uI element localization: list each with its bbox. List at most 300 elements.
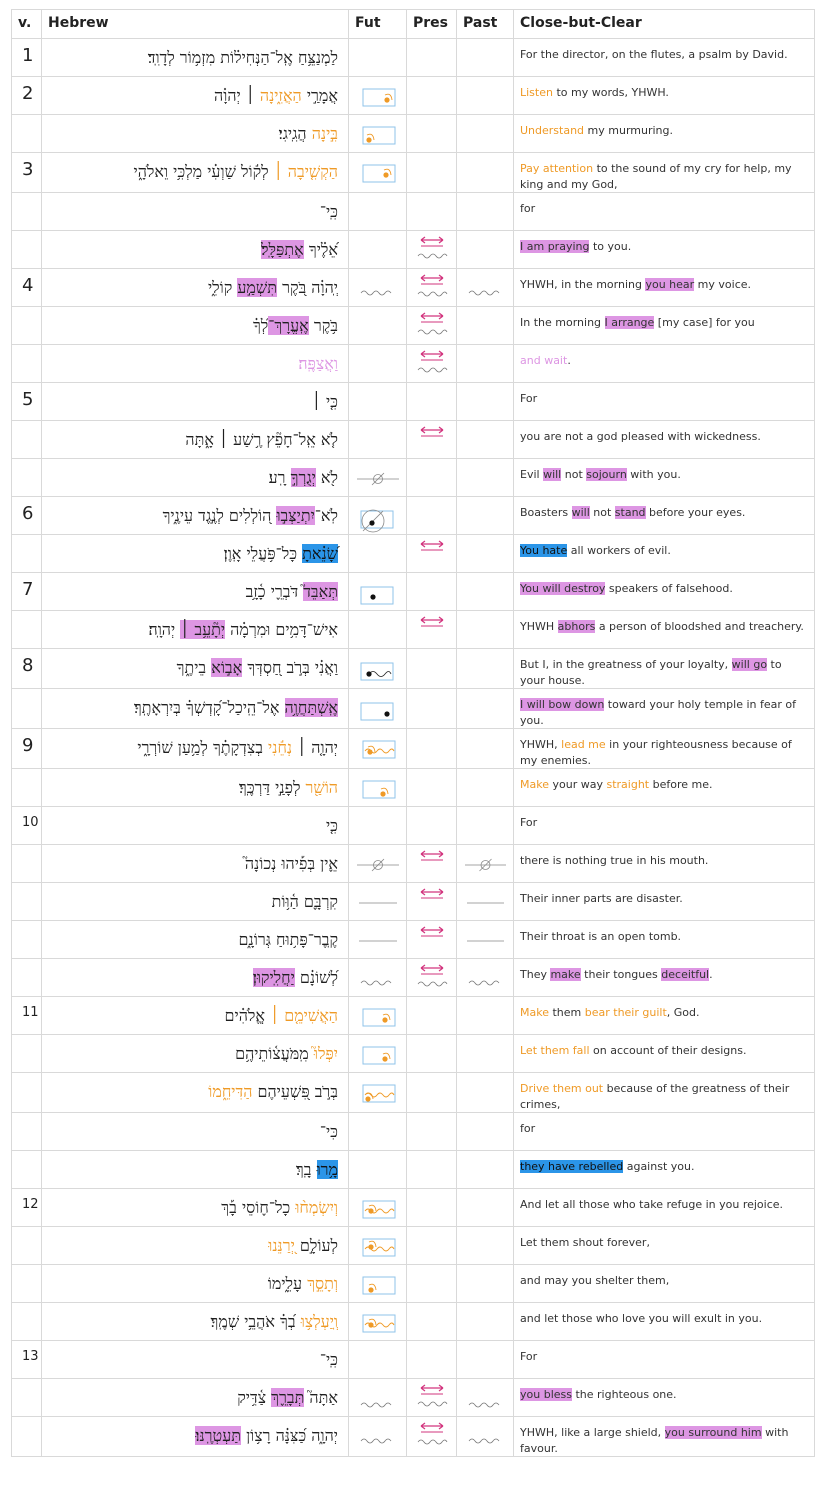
timeline-icon bbox=[407, 611, 457, 649]
timeline-icon bbox=[457, 959, 515, 997]
verse-number: 12 bbox=[12, 1189, 42, 1227]
table-row bbox=[12, 1189, 815, 1227]
past-cell bbox=[457, 997, 514, 1035]
english-phrase: lead me bbox=[561, 738, 606, 751]
english-phrase: They bbox=[520, 968, 551, 981]
verse-number bbox=[12, 307, 42, 345]
verse-number: 11 bbox=[12, 997, 42, 1035]
close-but-clear-text bbox=[514, 115, 815, 153]
english-phrase: my voice. bbox=[694, 278, 752, 291]
hebrew-text bbox=[42, 649, 349, 689]
english-phrase: toward your holy temple in fear of you. bbox=[520, 698, 797, 727]
pres-cell bbox=[407, 535, 457, 573]
header-close-but-clear: Close-but-Clear bbox=[514, 10, 815, 39]
english-phrase: Boasters bbox=[520, 506, 572, 519]
fut-cell bbox=[349, 39, 407, 77]
hebrew-text bbox=[42, 1341, 349, 1379]
past-cell bbox=[457, 1073, 514, 1113]
english-phrase: the righteous one. bbox=[571, 1388, 677, 1401]
fut-cell bbox=[349, 231, 407, 269]
fut-cell bbox=[349, 1341, 407, 1379]
past-cell bbox=[457, 573, 514, 611]
table-row bbox=[12, 1303, 815, 1341]
timeline-icon bbox=[349, 1379, 407, 1417]
hebrew-text bbox=[42, 115, 349, 153]
english-phrase: with favour. bbox=[520, 1426, 789, 1455]
english-phrase: before me. bbox=[649, 778, 713, 791]
hebrew-word: אֵ֪ין בְּפִ֡יהוּ נְכוֹנָה֮ bbox=[244, 854, 338, 873]
past-cell bbox=[457, 769, 514, 807]
timeline-icon bbox=[349, 769, 407, 807]
fut-cell bbox=[349, 1417, 407, 1457]
table-row bbox=[12, 997, 815, 1035]
hebrew-text bbox=[42, 1073, 349, 1113]
hebrew-word: בְּרֹ֣ב פִּ֭שְׁעֵיהֶם bbox=[252, 1082, 338, 1101]
pres-cell bbox=[407, 1073, 457, 1113]
pres-cell bbox=[407, 649, 457, 689]
table-row bbox=[12, 1379, 815, 1417]
hebrew-word: אֶתְפַּלָּֽל׃ bbox=[261, 240, 304, 259]
hebrew-word: כִּ֤י bbox=[325, 816, 338, 835]
pres-cell bbox=[407, 1151, 457, 1189]
english-phrase: abhors bbox=[557, 620, 596, 633]
pres-cell bbox=[407, 729, 457, 769]
header-pres: Pres bbox=[407, 10, 457, 39]
hebrew-word: קֶֽבֶר־פָּת֥וּחַ גְּרוֹנָ֑ם bbox=[238, 930, 338, 949]
hebrew-word: הַדִּיחֵ֑מוֹ bbox=[208, 1082, 253, 1101]
english-phrase: to the sound of my cry for help, my king and my God, bbox=[520, 162, 792, 191]
hebrew-word: תַּעְטְרֶֽנּוּ׃ bbox=[195, 1426, 242, 1445]
hebrew-word: יְגֻרְךָ֣ bbox=[290, 468, 316, 487]
hebrew-word: ה֭וֹלְלִים לְנֶ֣גֶד עֵינֶ֑יךָ bbox=[162, 506, 277, 525]
timeline-icon bbox=[407, 421, 457, 459]
verse-number bbox=[12, 1073, 42, 1113]
hebrew-word: אָב֣וֹא bbox=[211, 658, 243, 677]
english-phrase: to you. bbox=[589, 240, 632, 253]
timeline-icon bbox=[349, 573, 407, 611]
table-row bbox=[12, 383, 815, 421]
hebrew-text bbox=[42, 689, 349, 729]
pres-cell bbox=[407, 611, 457, 649]
table-row bbox=[12, 573, 815, 611]
english-phrase: I am praying bbox=[520, 240, 590, 253]
past-cell bbox=[457, 1379, 514, 1417]
verse-number bbox=[12, 689, 42, 729]
english-phrase: Listen bbox=[520, 86, 553, 99]
pres-cell bbox=[407, 769, 457, 807]
hebrew-word: אַתָּה֮ bbox=[304, 1388, 338, 1407]
english-phrase: Pay attention bbox=[520, 162, 594, 175]
timeline-icon bbox=[407, 845, 457, 883]
close-but-clear-text bbox=[514, 883, 815, 921]
verse-number bbox=[12, 921, 42, 959]
hebrew-word: יְתָ֘עֵ֥ב ׀ bbox=[180, 620, 226, 639]
timeline-icon bbox=[349, 997, 407, 1035]
english-phrase: Make bbox=[520, 1006, 549, 1019]
timeline-icon bbox=[407, 959, 457, 997]
verse-number bbox=[12, 769, 42, 807]
fut-cell bbox=[349, 115, 407, 153]
timeline-icon bbox=[407, 535, 457, 573]
pres-cell bbox=[407, 1035, 457, 1073]
close-but-clear-text bbox=[514, 269, 815, 307]
fut-cell bbox=[349, 421, 407, 459]
hebrew-word: לְ֝ךָ֗ bbox=[252, 316, 269, 335]
close-but-clear-text bbox=[514, 845, 815, 883]
past-cell bbox=[457, 649, 514, 689]
english-phrase: on account of their designs. bbox=[589, 1044, 747, 1057]
past-cell bbox=[457, 39, 514, 77]
timeline-icon bbox=[457, 921, 514, 959]
verse-number bbox=[12, 883, 42, 921]
timeline-icon bbox=[349, 115, 407, 153]
table-row bbox=[12, 193, 815, 231]
pres-cell bbox=[407, 497, 457, 535]
fut-cell bbox=[349, 1113, 407, 1151]
past-cell bbox=[457, 921, 514, 959]
fut-cell bbox=[349, 997, 407, 1035]
close-but-clear-text bbox=[514, 345, 815, 383]
pres-cell bbox=[407, 1113, 457, 1151]
past-cell bbox=[457, 535, 514, 573]
past-cell bbox=[457, 231, 514, 269]
hebrew-word: נְחֵ֬נִי bbox=[268, 738, 293, 757]
hebrew-word: לֹ֤א אֵֽל־חָפֵ֘ץ רֶ֥שַׁע ׀ אָ֑תָּה bbox=[185, 430, 338, 449]
past-cell bbox=[457, 421, 514, 459]
close-but-clear-text bbox=[514, 231, 815, 269]
close-but-clear-text bbox=[514, 1379, 815, 1417]
english-phrase: YHWH, like a large shield, bbox=[520, 1426, 665, 1439]
timeline-icon bbox=[349, 459, 407, 497]
timeline-icon bbox=[457, 269, 515, 307]
past-cell bbox=[457, 459, 514, 497]
hebrew-word: הֲגִֽיגִי׃ bbox=[278, 124, 312, 143]
past-cell bbox=[457, 193, 514, 231]
hebrew-text bbox=[42, 573, 349, 611]
past-cell bbox=[457, 269, 514, 307]
fut-cell bbox=[349, 345, 407, 383]
hebrew-text bbox=[42, 307, 349, 345]
close-but-clear-text bbox=[514, 649, 815, 689]
pres-cell bbox=[407, 997, 457, 1035]
english-phrase: for bbox=[520, 202, 536, 215]
past-cell bbox=[457, 307, 514, 345]
verse-number bbox=[12, 1379, 42, 1417]
table-row bbox=[12, 649, 815, 689]
pres-cell bbox=[407, 269, 457, 307]
hebrew-text bbox=[42, 345, 349, 383]
hebrew-text bbox=[42, 845, 349, 883]
hebrew-word: יְֽהוָ֗ה בֹּ֭קֶר bbox=[277, 278, 338, 297]
fut-cell bbox=[349, 1303, 407, 1341]
english-phrase: YHWH bbox=[520, 620, 558, 633]
pres-cell bbox=[407, 845, 457, 883]
fut-cell bbox=[349, 269, 407, 307]
hebrew-word: בָֽךְ׃ bbox=[295, 1160, 317, 1179]
timeline-icon bbox=[349, 77, 407, 115]
table-row bbox=[12, 883, 815, 921]
close-but-clear-text bbox=[514, 383, 815, 421]
english-phrase: stand bbox=[614, 506, 646, 519]
header-verse: v. bbox=[12, 10, 42, 39]
hebrew-word: יִתְיַצְּב֣וּ bbox=[276, 506, 315, 525]
close-but-clear-text bbox=[514, 1113, 815, 1151]
header-fut: Fut bbox=[349, 10, 407, 39]
english-phrase: all workers of evil. bbox=[567, 544, 671, 557]
verse-number: 1 bbox=[12, 39, 42, 77]
hebrew-word: לְ֝שׁוֹנָ֗ם bbox=[294, 968, 338, 987]
english-phrase: , God. bbox=[666, 1006, 700, 1019]
english-phrase: sojourn bbox=[586, 468, 627, 481]
past-cell bbox=[457, 1113, 514, 1151]
table-row bbox=[12, 307, 815, 345]
fut-cell bbox=[349, 383, 407, 421]
english-phrase: make bbox=[550, 968, 581, 981]
english-phrase: and let those who love you will exult in you. bbox=[520, 1312, 763, 1325]
hebrew-word: הַאֲשִׁימֵ֤ם ׀ bbox=[270, 1006, 338, 1025]
past-cell bbox=[457, 1151, 514, 1189]
hebrew-word: אֱֽלֹהִ֗ים bbox=[224, 1006, 271, 1025]
close-but-clear-text bbox=[514, 573, 815, 611]
hebrew-word: כִּ֤י ׀ bbox=[311, 392, 338, 411]
english-phrase: you bless bbox=[520, 1388, 572, 1401]
hebrew-word: לְק֬וֹל שַׁוְעִ֗י מַלְכִּ֥י וֵאלֹהָ֑י bbox=[133, 162, 274, 181]
english-phrase: Evil bbox=[520, 468, 544, 481]
english-phrase: will bbox=[543, 468, 562, 481]
hebrew-word: לְעוֹלָ֣ם bbox=[294, 1236, 338, 1255]
fut-cell bbox=[349, 1035, 407, 1073]
table-row bbox=[12, 115, 815, 153]
table-row bbox=[12, 1151, 815, 1189]
past-cell bbox=[457, 383, 514, 421]
close-but-clear-text bbox=[514, 959, 815, 997]
english-phrase: will go bbox=[731, 658, 768, 671]
hebrew-text bbox=[42, 921, 349, 959]
header-hebrew: Hebrew bbox=[42, 10, 349, 39]
verse-number bbox=[12, 959, 42, 997]
english-phrase: for bbox=[520, 1122, 536, 1135]
english-phrase: with you. bbox=[626, 468, 681, 481]
close-but-clear-text bbox=[514, 1227, 815, 1265]
pres-cell bbox=[407, 921, 457, 959]
english-phrase: Let them fall bbox=[520, 1044, 590, 1057]
table-row bbox=[12, 807, 815, 845]
table-row bbox=[12, 1073, 815, 1113]
timeline-icon bbox=[349, 1035, 407, 1073]
english-phrase: there is nothing true in his mouth. bbox=[520, 854, 709, 867]
hebrew-text bbox=[42, 497, 349, 535]
hebrew-text bbox=[42, 1227, 349, 1265]
verse-number: 4 bbox=[12, 269, 42, 307]
hebrew-text bbox=[42, 883, 349, 921]
close-but-clear-text bbox=[514, 689, 815, 729]
pres-cell bbox=[407, 1227, 457, 1265]
timeline-icon bbox=[457, 1417, 515, 1455]
hebrew-text bbox=[42, 769, 349, 807]
table-row bbox=[12, 269, 815, 307]
pres-cell bbox=[407, 231, 457, 269]
timeline-icon bbox=[457, 1379, 515, 1417]
fut-cell bbox=[349, 1151, 407, 1189]
hebrew-word: הַקְשִׁ֤יבָה ׀ bbox=[273, 162, 338, 181]
fut-cell bbox=[349, 921, 407, 959]
table-row bbox=[12, 39, 815, 77]
hebrew-text bbox=[42, 1035, 349, 1073]
hebrew-word: בִּ֣ינָה bbox=[311, 124, 338, 143]
fut-cell bbox=[349, 1189, 407, 1227]
english-phrase: [my case] for you bbox=[654, 316, 755, 329]
hebrew-text bbox=[42, 959, 349, 997]
pres-cell bbox=[407, 1341, 457, 1379]
table-row bbox=[12, 1113, 815, 1151]
pres-cell bbox=[407, 153, 457, 193]
fut-cell bbox=[349, 959, 407, 997]
table-row bbox=[12, 921, 815, 959]
hebrew-word: יְהוָ֤ה ׀ bbox=[292, 738, 338, 757]
timeline-icon bbox=[407, 307, 457, 345]
close-but-clear-text bbox=[514, 997, 815, 1035]
verse-number: 7 bbox=[12, 573, 42, 611]
past-cell bbox=[457, 959, 514, 997]
fut-cell bbox=[349, 611, 407, 649]
hebrew-text bbox=[42, 231, 349, 269]
fut-cell bbox=[349, 77, 407, 115]
english-phrase: their tongues bbox=[580, 968, 662, 981]
verse-number bbox=[12, 1303, 42, 1341]
hebrew-text bbox=[42, 535, 349, 573]
fut-cell bbox=[349, 883, 407, 921]
english-phrase: and may you shelter them, bbox=[520, 1274, 670, 1287]
hebrew-word: תִּשְׁמַ֣ע bbox=[237, 278, 277, 297]
timeline-icon bbox=[349, 1417, 407, 1455]
fut-cell bbox=[349, 1073, 407, 1113]
verse-number bbox=[12, 845, 42, 883]
timeline-icon bbox=[349, 959, 407, 997]
hebrew-word: אֵ֝לֶ֗יךָ bbox=[303, 240, 338, 259]
english-phrase: I will bow down bbox=[520, 698, 605, 711]
fut-cell bbox=[349, 1227, 407, 1265]
english-phrase: a person of bloodshed and treachery. bbox=[595, 620, 804, 633]
hebrew-word: כָל־ח֪וֹסֵי בָ֡ךְ bbox=[221, 1198, 296, 1217]
english-phrase: For bbox=[520, 392, 538, 405]
past-cell bbox=[457, 845, 514, 883]
past-cell bbox=[457, 1035, 514, 1073]
english-phrase: will bbox=[571, 506, 590, 519]
hebrew-word: אֲמָרַ֣י bbox=[301, 86, 338, 105]
close-but-clear-text bbox=[514, 921, 815, 959]
close-but-clear-text bbox=[514, 1303, 815, 1341]
hebrew-word: לֹֽא־ bbox=[314, 506, 338, 525]
verse-number bbox=[12, 115, 42, 153]
verse-number bbox=[12, 1035, 42, 1073]
past-cell bbox=[457, 883, 514, 921]
timeline-icon bbox=[349, 1265, 407, 1303]
close-but-clear-text bbox=[514, 1189, 815, 1227]
timeline-icon bbox=[407, 921, 457, 959]
table-row bbox=[12, 845, 815, 883]
pres-cell bbox=[407, 77, 457, 115]
pres-cell bbox=[407, 1417, 457, 1457]
close-but-clear-text bbox=[514, 193, 815, 231]
english-phrase: in your righteousness because of my enemies. bbox=[520, 738, 792, 767]
fut-cell bbox=[349, 689, 407, 729]
pres-cell bbox=[407, 1379, 457, 1417]
english-phrase: Their throat is an open tomb. bbox=[520, 930, 682, 943]
pres-cell bbox=[407, 1265, 457, 1303]
hebrew-word: וְֽיַעְלְצ֥וּ bbox=[300, 1312, 338, 1331]
hebrew-word: יִפְּלוּ֮ bbox=[313, 1044, 338, 1063]
hebrew-word: וַאֲנִ֗י בְּרֹ֣ב חַ֭סְדְּךָ bbox=[242, 658, 338, 677]
timeline-icon bbox=[349, 1227, 407, 1265]
timeline-icon bbox=[407, 345, 457, 383]
header-row bbox=[12, 10, 815, 39]
timeline-icon bbox=[349, 845, 407, 883]
close-but-clear-text bbox=[514, 1417, 815, 1457]
table-row bbox=[12, 231, 815, 269]
hebrew-text bbox=[42, 611, 349, 649]
close-but-clear-text bbox=[514, 1341, 815, 1379]
timeline-icon bbox=[407, 1417, 457, 1455]
english-phrase: you are not a god pleased with wickedness. bbox=[520, 430, 761, 443]
close-but-clear-text bbox=[514, 77, 815, 115]
pres-cell bbox=[407, 883, 457, 921]
fut-cell bbox=[349, 1379, 407, 1417]
hebrew-word: וַאֲצַפֶּֽה׃ bbox=[298, 354, 338, 373]
hebrew-text bbox=[42, 807, 349, 845]
hebrew-word: רָֽע׃ bbox=[268, 468, 291, 487]
hebrew-word: ׀ יְהוָ֗ה bbox=[214, 86, 260, 105]
fut-cell bbox=[349, 459, 407, 497]
past-cell bbox=[457, 1341, 514, 1379]
pres-cell bbox=[407, 39, 457, 77]
english-phrase: And let all those who take refuge in you rejoice. bbox=[520, 1198, 784, 1211]
hebrew-word: מִֽמֹּעֲצ֫וֹתֵיהֶ֥ם bbox=[235, 1044, 314, 1063]
english-phrase: Their inner parts are disaster. bbox=[520, 892, 683, 905]
english-phrase: and wait bbox=[520, 354, 568, 367]
hebrew-word: בְצִדְקָתֶ֗ךָ לְמַ֥עַן שׁוֹרְרָ֑י bbox=[137, 738, 269, 757]
verse-number bbox=[12, 1151, 42, 1189]
close-but-clear-text bbox=[514, 39, 815, 77]
past-cell bbox=[457, 611, 514, 649]
hebrew-text bbox=[42, 997, 349, 1035]
past-cell bbox=[457, 153, 514, 193]
hebrew-word: כִּֽי־ bbox=[319, 1350, 338, 1369]
verse-number bbox=[12, 193, 42, 231]
verse-number bbox=[12, 1227, 42, 1265]
english-phrase: against you. bbox=[623, 1160, 695, 1173]
fut-cell bbox=[349, 573, 407, 611]
hebrew-word: בְ֝ךָ֗ אֹהֲבֵ֥י שְׁמֶֽךָ׃ bbox=[210, 1312, 301, 1331]
close-but-clear-text bbox=[514, 1035, 815, 1073]
close-but-clear-text bbox=[514, 153, 815, 193]
hebrew-word: שָׂ֝נֵ֗אתָ bbox=[302, 544, 338, 563]
timeline-icon bbox=[349, 883, 407, 921]
past-cell bbox=[457, 1303, 514, 1341]
english-phrase: your way bbox=[548, 778, 607, 791]
hebrew-word: כִּי־ bbox=[319, 1122, 338, 1141]
close-but-clear-text bbox=[514, 807, 815, 845]
verse-number: 3 bbox=[12, 153, 42, 193]
hebrew-word: בֹּ֥קֶר bbox=[308, 316, 338, 335]
hebrew-word: וְיִשְׂמְח֨וּ bbox=[295, 1198, 338, 1217]
english-phrase: Let them shout forever, bbox=[520, 1236, 650, 1249]
pres-cell bbox=[407, 383, 457, 421]
pres-cell bbox=[407, 307, 457, 345]
past-cell bbox=[457, 1227, 514, 1265]
timeline-icon bbox=[349, 153, 407, 191]
table-row bbox=[12, 769, 815, 807]
past-cell bbox=[457, 1189, 514, 1227]
